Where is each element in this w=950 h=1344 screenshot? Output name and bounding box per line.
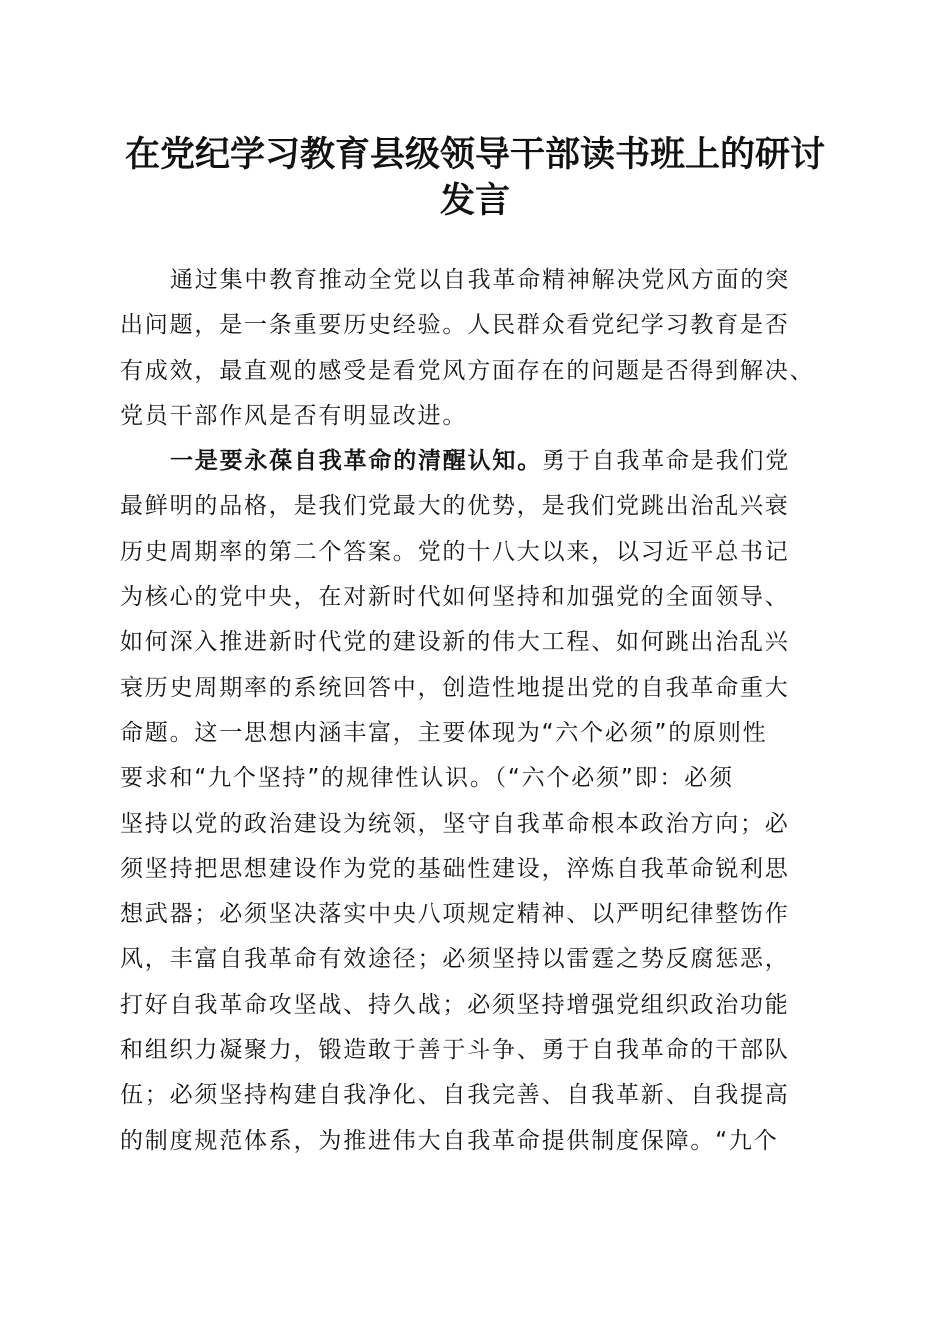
- paragraph-2-line: 想武器；必须坚决落实中央八项规定精神、以严明纪律整饬作: [120, 901, 790, 928]
- paragraph-2-line: 衰历史周期率的系统回答中，创造性地提出党的自我革命重大: [120, 674, 790, 701]
- paragraph-2-line: 伍；必须坚持构建自我净化、自我完善、自我革新、自我提高: [120, 1082, 790, 1109]
- paragraph-1-line: 有成效，最直观的感受是看党风方面存在的问题是否得到解决、: [120, 357, 815, 384]
- paragraph-2-line: 风，丰富自我革命有效途径；必须坚持以雷霆之势反腐惩恶，: [120, 946, 790, 973]
- paragraph-2: [120, 439, 830, 1164]
- paragraph-1-line: 出问题，是一条重要历史经验。人民群众看党纪学习教育是否: [120, 312, 790, 339]
- paragraph-2-line: 和组织力凝聚力，锻造敢于善于斗争、勇于自我革命的干部队: [120, 1037, 790, 1064]
- paragraph-2-line: 命题。这一思想内涵丰富，主要体现为“六个必须”的原则性: [120, 719, 768, 746]
- paragraph-2-lead-heading: 一是要永葆自我革命的清醒认知。: [170, 448, 542, 475]
- paragraph-2-first-line: [120, 439, 830, 484]
- title-line-2: 发言: [439, 180, 510, 221]
- paragraph-2-line: 坚持以党的政治建设为统领，坚守自我革命根本政治方向；必: [120, 810, 790, 837]
- paragraph-1: [120, 258, 830, 439]
- paragraph-2-line: 如何深入推进新时代党的建设新的伟大工程、如何跳出治乱兴: [120, 629, 790, 656]
- paragraph-2-line: 须坚持把思想建设作为党的基础性建设，淬炼自我革命锐利思: [120, 855, 790, 882]
- paragraph-2-line: 为核心的党中央，在对新时代如何坚持和加强党的全面领导、: [120, 584, 790, 611]
- paragraph-2-line: 打好自我革命攻坚战、持久战；必须坚持增强党组织政治功能: [120, 991, 790, 1018]
- paragraph-2-line: 的制度规范体系，为推进伟大自我革命提供制度保障。“九个: [120, 1127, 779, 1154]
- paragraph-1-line: 党员干部作风是否有明显改进。: [120, 402, 468, 429]
- title-line-1: 在党纪学习教育县级领导干部读书班上的研讨: [124, 134, 825, 175]
- paragraph-1-line: 通过集中教育推动全党以自我革命精神解决党风方面的突: [170, 267, 790, 293]
- paragraph-2-line: 要求和“九个坚持”的规律性认识。（“六个必须”即：必须: [120, 765, 734, 792]
- paragraph-2-first-line-text: 勇于自我革命是我们党: [542, 448, 790, 475]
- paragraph-2-line: 历史周期率的第二个答案。党的十八大以来，以习近平总书记: [120, 538, 790, 565]
- document-title: [100, 132, 850, 224]
- document-body: [120, 258, 830, 1164]
- paragraph-2-line: 最鲜明的品格，是我们党最大的优势，是我们党跳出治乱兴衰: [120, 493, 790, 520]
